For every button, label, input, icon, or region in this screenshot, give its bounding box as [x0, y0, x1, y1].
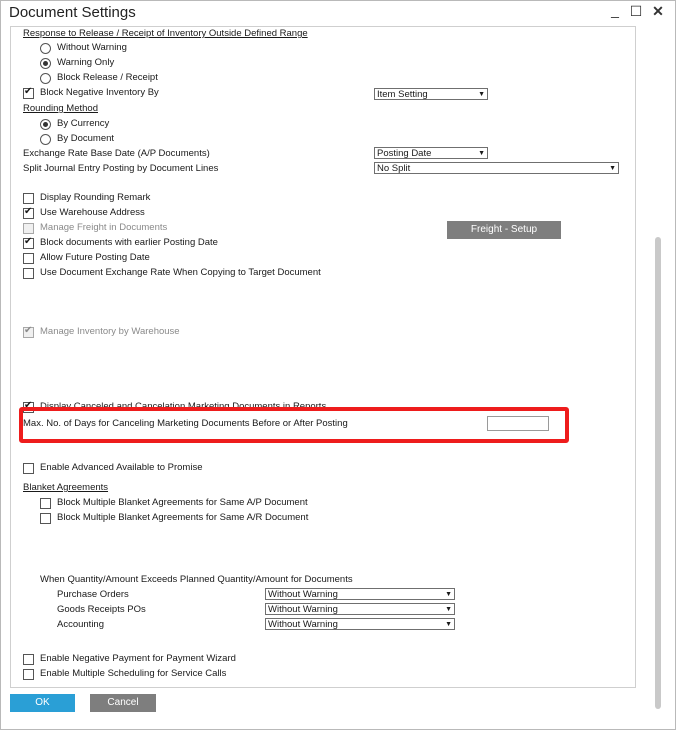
chevron-down-icon: ▼	[478, 91, 485, 98]
checkbox-label: Allow Future Posting Date	[40, 252, 150, 263]
exceeds-heading: When Quantity/Amount Exceeds Planned Quantity/Amount for Documents	[40, 574, 353, 585]
display-rounding-remark-checkbox[interactable]	[23, 193, 34, 204]
max-days-label: Max. No. of Days for Canceling Marketing Documents Before or After Posting	[23, 418, 348, 429]
manage-freight-checkbox	[23, 223, 34, 234]
checkbox-label: Block Multiple Blanket Agreements for Same A/P Document	[57, 497, 308, 508]
advanced-atp-checkbox[interactable]	[23, 463, 34, 474]
radio-without-warning[interactable]	[40, 43, 51, 54]
radio-label: By Document	[57, 133, 115, 144]
checkbox-label: Block Multiple Blanket Agreements for Same A/R Document	[57, 512, 309, 523]
release-heading: Response to Release / Receipt of Inventory Outside Defined Range	[23, 28, 308, 39]
exceeds-row-label: Goods Receipts POs	[57, 604, 146, 615]
checkbox-label: Manage Freight in Documents	[40, 222, 168, 233]
maximize-icon[interactable]: ☐	[629, 3, 643, 19]
checkbox-label: Enable Advanced Available to Promise	[40, 462, 203, 473]
freight-setup-button[interactable]: Freight - Setup	[447, 221, 561, 239]
block-earlier-posting-checkbox[interactable]	[23, 238, 34, 249]
chevron-down-icon: ▼	[609, 165, 616, 172]
checkbox-label: Block documents with earlier Posting Date	[40, 237, 218, 248]
close-icon[interactable]: ✕	[652, 3, 664, 19]
settings-panel	[10, 26, 636, 688]
use-document-exchange-rate-checkbox[interactable]	[23, 268, 34, 279]
check-icon: ✔	[24, 86, 33, 97]
exceeds-row-label: Purchase Orders	[57, 589, 129, 600]
checkbox-label: Display Canceled and Cancelation Marketing Documents in Reports	[40, 401, 327, 412]
block-blanket-ar-checkbox[interactable]	[40, 513, 51, 524]
radio-by-currency[interactable]	[40, 119, 51, 130]
highlight-box	[19, 407, 569, 443]
cancel-button[interactable]: Cancel	[90, 694, 156, 712]
dropdown-value: Without Warning	[268, 589, 338, 600]
goods-receipts-dropdown[interactable]	[265, 603, 455, 615]
title-bar	[1, 1, 675, 27]
checkbox-label: Use Warehouse Address	[40, 207, 145, 218]
exceeds-row-label: Accounting	[57, 619, 105, 630]
use-warehouse-address-checkbox[interactable]	[23, 208, 34, 219]
split-journal-dropdown[interactable]	[374, 162, 619, 174]
dropdown-value: Item Setting	[377, 89, 428, 100]
check-icon: ✔	[24, 325, 33, 336]
rounding-heading: Rounding Method	[23, 103, 98, 114]
dropdown-value: Posting Date	[377, 148, 432, 159]
dropdown-value: No Split	[377, 163, 411, 174]
radio-selected-dot	[43, 122, 48, 127]
chevron-down-icon: ▼	[478, 150, 485, 157]
multiple-scheduling-checkbox[interactable]	[23, 669, 34, 680]
block-blanket-ap-checkbox[interactable]	[40, 498, 51, 509]
negative-payment-checkbox[interactable]	[23, 654, 34, 665]
checkbox-label: Manage Inventory by Warehouse	[40, 326, 180, 337]
allow-future-posting-checkbox[interactable]	[23, 253, 34, 264]
split-journal-label: Split Journal Entry Posting by Document Lines	[23, 163, 219, 174]
checkbox-label: Display Rounding Remark	[40, 192, 151, 203]
exchange-rate-dropdown[interactable]	[374, 147, 488, 159]
accounting-dropdown[interactable]	[265, 618, 455, 630]
radio-label: Block Release / Receipt	[57, 72, 158, 83]
exchange-rate-label: Exchange Rate Base Date (A/P Documents)	[23, 148, 210, 159]
radio-label: Without Warning	[57, 42, 127, 53]
radio-warning-only[interactable]	[40, 58, 51, 69]
ok-button[interactable]: OK	[10, 694, 75, 712]
block-negative-dropdown[interactable]	[374, 88, 488, 100]
radio-label: By Currency	[57, 118, 110, 129]
radio-label: Warning Only	[57, 57, 115, 68]
radio-block-release[interactable]	[40, 73, 51, 84]
checkbox-label: Use Document Exchange Rate When Copying to Target Document	[40, 267, 321, 278]
radio-selected-dot	[43, 61, 48, 66]
chevron-down-icon: ▼	[445, 591, 452, 598]
manage-inventory-warehouse-checkbox	[23, 327, 34, 338]
window-title: Document Settings	[9, 4, 136, 21]
blanket-heading: Blanket Agreements	[23, 482, 109, 493]
check-icon: ✔	[24, 236, 33, 247]
radio-by-document[interactable]	[40, 134, 51, 145]
block-negative-inventory-label: Block Negative Inventory By	[40, 87, 159, 98]
dropdown-value: Without Warning	[268, 604, 338, 615]
checkbox-label: Enable Negative Payment for Payment Wizard	[40, 653, 236, 664]
scrollbar-thumb[interactable]	[655, 237, 661, 709]
check-icon: ✔	[24, 206, 33, 217]
block-negative-inventory-checkbox[interactable]	[23, 88, 34, 99]
chevron-down-icon: ▼	[445, 606, 452, 613]
check-icon: ✔	[24, 400, 33, 411]
dropdown-value: Without Warning	[268, 619, 338, 630]
chevron-down-icon: ▼	[445, 621, 452, 628]
purchase-orders-dropdown[interactable]	[265, 588, 455, 600]
minimize-icon[interactable]: _	[611, 2, 619, 18]
checkbox-label: Enable Multiple Scheduling for Service Calls	[40, 668, 227, 679]
